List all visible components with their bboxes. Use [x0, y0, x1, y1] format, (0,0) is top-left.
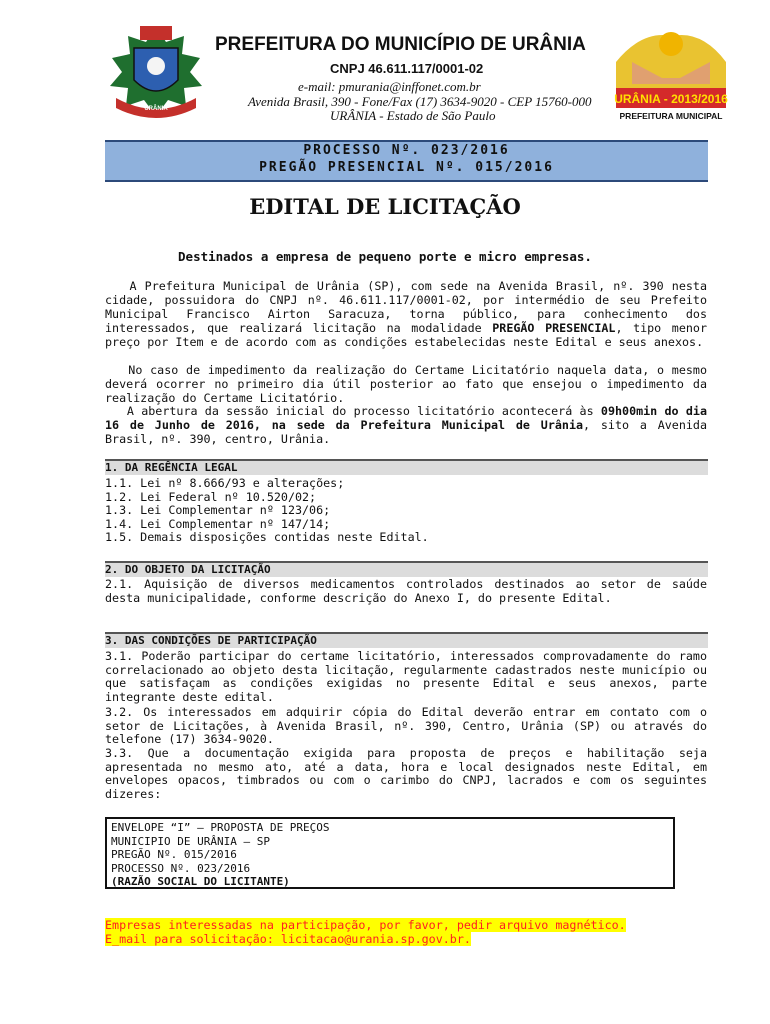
section-3-heading: 3. DAS CONDIÇÕES DE PARTICIPAÇÃO [105, 632, 708, 648]
list-item: 1.1. Lei nº 8.666/93 e alterações; [105, 476, 345, 490]
municipality-title: PREFEITURA DO MUNICÍPIO DE URÂNIA [215, 34, 586, 55]
envelope-label-box [105, 817, 675, 889]
list-item: 1.4. Lei Complementar nº 147/14; [105, 516, 331, 531]
section-3-paragraph-3: 3.3. Que a documentação exigida para proposta de preços e habilitação seja apresentada no mesmo ato, até a data, hora e local designados neste Edital, em envelopes opacos, timbrados ou com o carimbo do CNPJ, lacrados e com os seguintes dizeres: [105, 746, 707, 801]
highlighted-note [105, 918, 626, 946]
intro-paragraph-2: No caso de impedimento da realização do Certame Licitatório naquela data, o mesmo deverá ocorrer no primeiro dia útil posterior ao fato que ensejou o impedimento da realização do Certame Licitatório. [105, 363, 715, 405]
envelope-line: PREGÃO Nº. 015/2016 [111, 848, 237, 861]
section-2-heading: 2. DO OBJETO DA LICITAÇÃO [105, 561, 708, 577]
municipal-crest-icon [104, 22, 208, 122]
list-item: 1.2. Lei Federal nº 10.520/02; [105, 489, 317, 504]
section-2-text: 2.1. Aquisição de diversos medicamentos controlados destinados ao setor de saúde desta municipalidade, conforme descrição do Anexo I, do presente Edital. [105, 577, 707, 605]
letterhead [0, 0, 770, 135]
note-line-1: Empresas interessadas na participação, por favor, pedir arquivo magnético. [105, 918, 626, 932]
email-line: e-mail: pmurania@inffonet.com.br [298, 79, 481, 94]
envelope-line: ENVELOPE “I” – PROPOSTA DE PREÇOS [111, 821, 330, 834]
intro-paragraph-1: A Prefeitura Municipal de Urânia (SP), com sede na Avenida Brasil, nº. 390 nesta cidade, possuidora do CNPJ nº. 46.611.117/0001-02, por intermédio de seu Prefeito Municipal Francisco Airton Saracuza, torna público, para conhecimento dos interessados, que realizará licitação na modalidade PREGÃO PRESENCIAL, tipo menor preço por Item e de acordo com as condições estabelecidas neste Edital e seus anexos. [105, 279, 715, 349]
process-banner [105, 140, 708, 182]
section-1-heading: 1. DA REGÊNCIA LEGAL [105, 459, 708, 475]
document-subtitle: Destinados a empresa de pequeno porte e micro empresas. [178, 249, 592, 264]
cnpj-line: CNPJ 46.611.117/0001-02 [330, 61, 484, 76]
address-line: Avenida Brasil, 390 - Fone/Fax (17) 3634-9020 - CEP 15760-000 [248, 94, 592, 109]
envelope-line: MUNICIPIO DE URÂNIA – SP [111, 834, 270, 848]
pregao-number: PREGÃO PRESENCIAL Nº. 015/2016 [259, 160, 554, 175]
administration-logo-icon [612, 22, 730, 124]
document-title: EDITAL DE LICITAÇÃO [249, 194, 521, 219]
list-item: 1.5. Demais disposições contidas neste Edital. [105, 530, 429, 545]
intro-paragraph-3: A abertura da sessão inicial do processo licitatório acontecerá às 09h00min do dia 16 de Junho de 2016, na sede da Prefeitura Municipal de Urânia, sito a Avenida Brasil, nº. 390, centro, Urânia. [105, 404, 715, 446]
section-3-paragraph-1: 3.1. Poderão participar do certame licitatório, interessados comprovadamente do ramo correlacionado ao objeto desta licitação, regularmente cadastrados neste município ou que satisfaçam as condições exigidas no presente Edital e seus anexos, parte integrante deste edital. [105, 649, 707, 704]
envelope-line: (RAZÃO SOCIAL DO LICITANTE) [111, 875, 290, 888]
state-line: URÂNIA - Estado de São Paulo [330, 108, 496, 123]
process-number: PROCESSO Nº. 023/2016 [303, 143, 510, 158]
svg-text:URÂNIA - 2013/2016: URÂNIA - 2013/2016 [614, 92, 728, 106]
section-1-list [105, 477, 707, 545]
section-3-paragraph-2: 3.2. Os interessados em adquirir cópia do Edital deverão entrar em contato com o setor de Licitações, à Avenida Brasil, nº. 390, Centro, Urânia (SP) ou através do telefone (17) 3634-9020. [105, 705, 707, 747]
envelope-line: PROCESSO Nº. 023/2016 [111, 861, 251, 875]
list-item: 1.3. Lei Complementar nº 123/06; [105, 503, 331, 518]
svg-text:PREFEITURA MUNICIPAL: PREFEITURA MUNICIPAL [619, 111, 723, 121]
note-email-line: E_mail para solicitação: licitacao@urania.sp.gov.br. [105, 932, 471, 946]
svg-text:URÂNIA: URÂNIA [144, 106, 168, 112]
